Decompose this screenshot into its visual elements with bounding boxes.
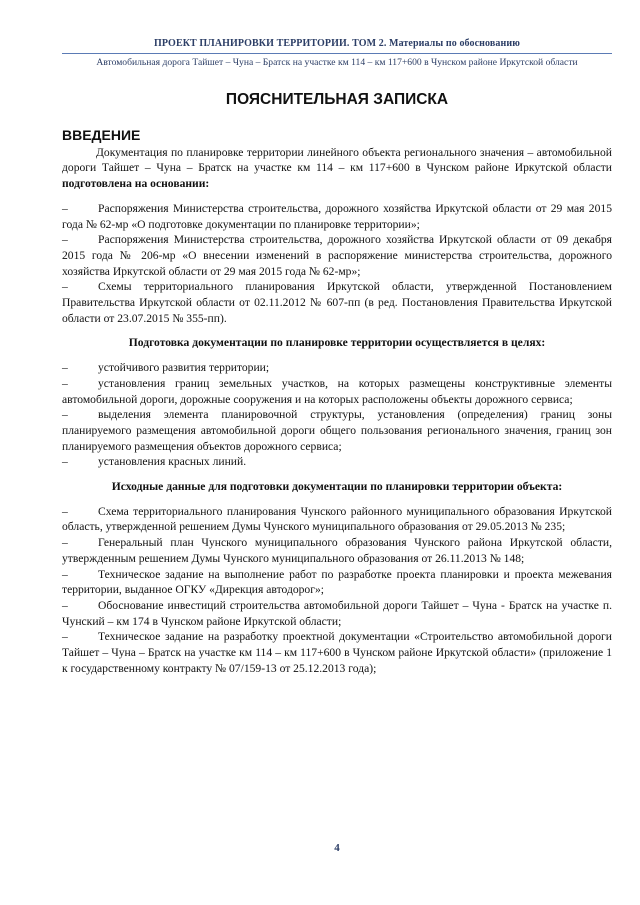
list-item: [62, 454, 612, 470]
list-item-text: Техническое задание на выполнение работ по разработке проекта планировки и проекта межевания территории, выданное ОГКУ «Дирекция автодорог»;: [62, 567, 612, 597]
dash-marker: –: [62, 504, 68, 518]
document-title: ПОЯСНИТЕЛЬНАЯ ЗАПИСКА: [225, 91, 449, 108]
list-item-text: Схема территориального планирования Чунского районного муниципального образования Иркутской область, утвержденной решением Думы Чунского муниципального образования от 29.05.2013 № 235;: [62, 504, 612, 534]
goals-heading: Подготовка документации по планировке территории осуществляется в целях:: [128, 336, 546, 350]
dash-marker: –: [62, 536, 68, 550]
dash-marker: –: [62, 280, 68, 294]
list-item: [62, 598, 612, 629]
list-item-text: Схемы территориального планирования Иркутской области, утвержденной Постановлением Правительства Иркутской области от 02.11.2012 № 607-пп (в ред. Постановления Правительства Иркутской области от 23.07.2015 № 355-пп).: [62, 280, 612, 325]
dash-marker: –: [62, 408, 68, 422]
list-item-text: Обоснование инвестиций строительства автомобильной дороги Тайшет – Чуна - Братск на участке п. Чунский – км 174 в Чунском районе Иркутской области;: [62, 598, 612, 628]
list-item-text: установления красных линий.: [98, 455, 247, 469]
dash-marker: –: [62, 567, 68, 581]
list-item-text: Техническое задание на разработку проектной документации «Строительство автомобильной дороги Тайшет – Чуна – Братск на участке км 114 – км 117+600 в Чунском районе Иркутской области» (приложение 1 к государственному контракту № 07/159-13 от 25.12.2013 года);: [62, 630, 612, 675]
intro-bold-text: подготовлена на основании:: [62, 177, 210, 191]
document-body: [62, 128, 612, 677]
page-number: 4: [334, 842, 340, 854]
list-item: [62, 360, 612, 376]
sources-heading: Исходные данные для подготовки документации по планировки территории объекта:: [111, 480, 563, 494]
list-item: [62, 376, 612, 407]
dash-marker: –: [62, 361, 68, 375]
list-item-text: устойчивого развития территории;: [98, 361, 270, 375]
list-item: [62, 567, 612, 598]
list-item-text: выделения элемента планировочной структуры, установления (определения) границ зоны планируемого размещения автомобильной дороги общего пользования регионального значения, границ зон планируемого размещения объектов дорожного сервиса;: [62, 408, 612, 453]
header-road-title: Автомобильная дорога Тайшет – Чуна – Братск на участке км 114 – км 117+600 в Чунском районе Иркутской области: [96, 57, 578, 68]
list-item: [62, 232, 612, 279]
intro-text: Документация по планировке территории линейного объекта регионального значения – автомобильной дороги Тайшет – Чуна – Братск на участке км 114 – км 117+600 в Чунском районе Иркутской области: [62, 145, 612, 175]
list-item: [62, 201, 612, 232]
dash-marker: –: [62, 376, 68, 390]
dash-marker: –: [62, 233, 68, 247]
dash-marker: –: [62, 201, 68, 215]
header-volume-title: ПРОЕКТ ПЛАНИРОВКИ ТЕРРИТОРИИ. ТОМ 2. Материалы по обоснованию: [154, 38, 520, 49]
dash-marker: –: [62, 630, 68, 644]
list-item-text: Генеральный план Чунского муниципального образования Чунского района Иркутской области, утвержденным решением Думы Чунского муниципального образования от 26.11.2013 № 148;: [62, 536, 612, 565]
list-item-text: Распоряжения Министерства строительства, дорожного хозяйства Иркутской области от 09 декабря 2015 года № 206-мр «О внесении изменений в распоряжение министерства строительства, дорожного хозяйства Иркутской области от 29 мая 2015 года № 62-мр»;: [62, 233, 612, 278]
header-divider: [62, 53, 612, 54]
list-item-text: Распоряжения Министерства строительства, дорожного хозяйства Иркутской области от 29 мая 2015 года № 62-мр «О подготовке документации по планировке территории»;: [62, 201, 612, 231]
list-item: [62, 504, 612, 535]
intro-paragraph: [62, 145, 612, 192]
dash-marker: –: [62, 598, 68, 612]
list-item: [62, 629, 612, 676]
list-item-text: установления границ земельных участков, на которых размещены конструктивные элементы автомобильной дороги, дорожные сооружения и на которых расположены объекты дорожного сервиса;: [62, 376, 612, 406]
list-item: [62, 279, 612, 326]
list-item: [62, 535, 612, 566]
intro-heading: ВВЕДЕНИЕ: [62, 127, 141, 143]
page-header: [62, 38, 612, 68]
dash-marker: –: [62, 455, 68, 469]
list-item: [62, 407, 612, 454]
